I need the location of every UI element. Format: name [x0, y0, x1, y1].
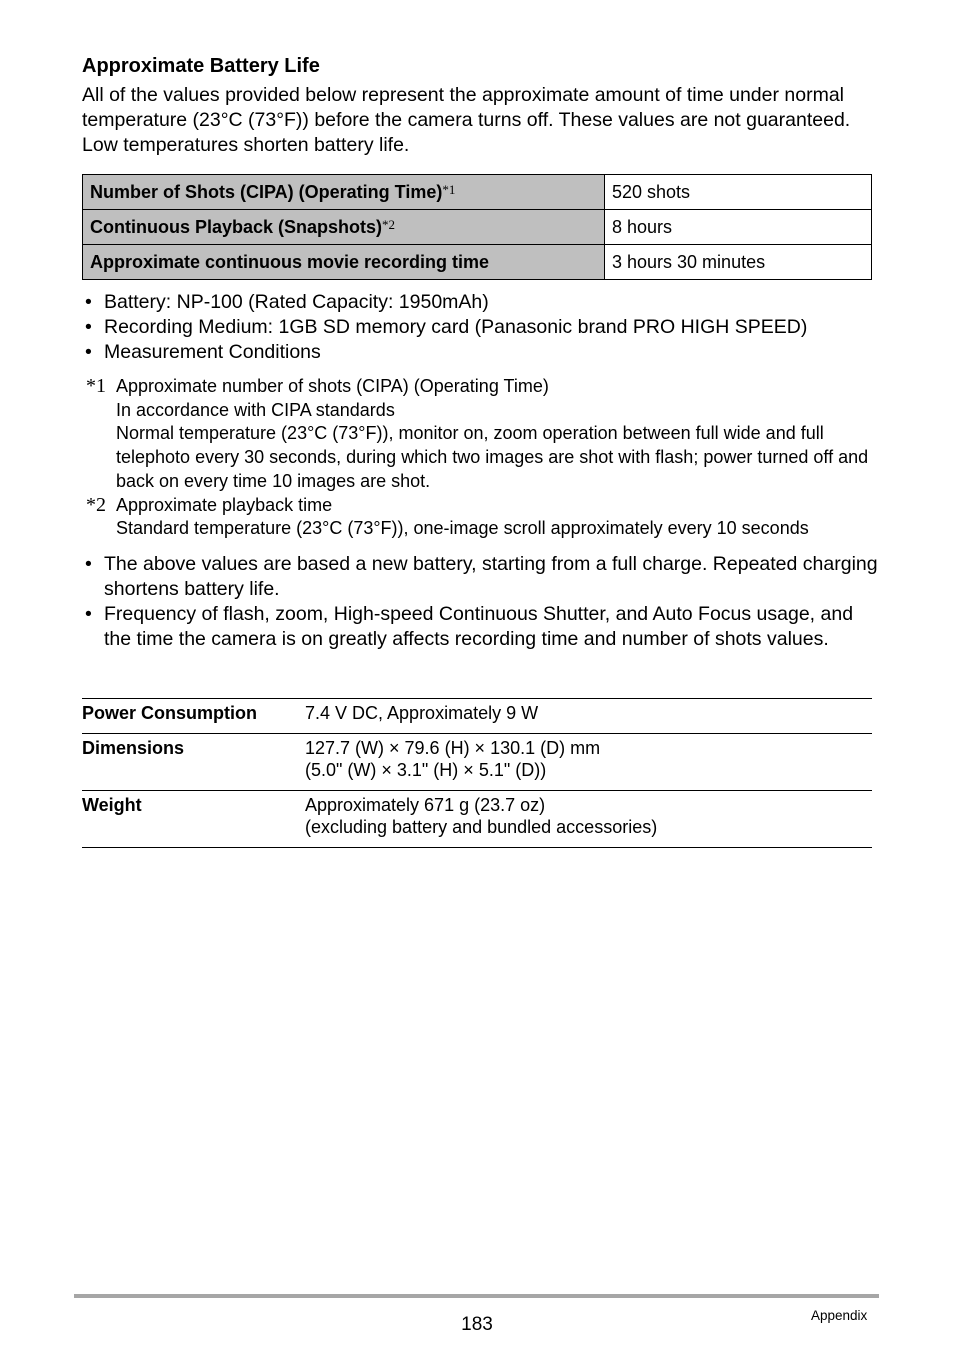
- footnote-title: Approximate number of shots (CIPA) (Operating Time): [116, 376, 549, 396]
- list-item-text: Battery: NP-100 (Rated Capacity: 1950mAh): [104, 291, 489, 313]
- spec-label: Dimensions: [82, 738, 185, 758]
- bullet: •: [85, 341, 92, 363]
- footer-divider: [74, 1294, 879, 1298]
- footnote-mark: *1: [442, 181, 456, 197]
- spec-label: Power Consumption: [82, 703, 257, 723]
- row-label-text: Continuous Playback (Snapshots): [90, 216, 383, 237]
- row-label-text: Number of Shots (CIPA) (Operating Time): [90, 181, 443, 202]
- list-item: [82, 290, 807, 315]
- list-item: [82, 340, 807, 365]
- row-label: [83, 245, 605, 280]
- spec-row: [82, 698, 872, 733]
- spec-value: [305, 794, 872, 838]
- remarks-list: [82, 552, 882, 652]
- list-item: [82, 602, 882, 652]
- list-item-text: The above values are based a new battery, starting from a full charge. Repeated charging shortens battery life.: [104, 553, 878, 600]
- row-label: [83, 210, 605, 245]
- footnotes: [86, 375, 886, 541]
- spec-label: Weight: [82, 795, 142, 815]
- section-label: Appendix: [811, 1308, 868, 1323]
- spec-row: [82, 733, 872, 790]
- footnote-mark: *1: [86, 375, 106, 397]
- list-item-text: Recording Medium: 1GB SD memory card (Panasonic brand PRO HIGH SPEED): [104, 316, 808, 338]
- specifications-table: [82, 698, 872, 848]
- row-value: 8 hours: [605, 210, 872, 245]
- list-item-text: Frequency of flash, zoom, High-speed Continuous Shutter, and Auto Focus usage, and the time the camera is on greatly affects recording time and number of shots values.: [104, 603, 854, 650]
- list-item: [82, 552, 882, 602]
- list-item: [82, 315, 807, 340]
- spec-value-line: 7.4 V DC, Approximately 9 W: [305, 703, 539, 723]
- spec-value-line: 127.7 (W) × 79.6 (H) × 130.1 (D) mm: [305, 738, 601, 758]
- footnote-title: Approximate playback time: [116, 494, 333, 515]
- spec-value: [305, 737, 872, 781]
- intro-paragraph: All of the values provided below represent the approximate amount of time under normal temperature (23°C (73°F)) before the camera turns off. These values are not guaranteed. Low temperatures shorten battery life.: [82, 84, 851, 156]
- row-value: 3 hours 30 minutes: [605, 245, 872, 280]
- row-value: 520 shots: [605, 175, 872, 210]
- table-row: [83, 210, 872, 245]
- footnote: [86, 375, 886, 494]
- spec-value-line: (excluding battery and bundled accessories): [305, 817, 658, 837]
- bullet: •: [85, 603, 92, 625]
- table-row: [83, 245, 872, 280]
- spec-value-line: Approximately 671 g (23.7 oz): [305, 795, 546, 815]
- section-heading: Approximate Battery Life: [82, 55, 320, 77]
- footnote-mark: *2: [382, 216, 396, 232]
- spec-value: [305, 702, 872, 724]
- battery-life-table: [82, 174, 872, 280]
- conditions-list: [82, 290, 807, 365]
- footnote: [86, 494, 886, 541]
- bullet: •: [85, 553, 92, 575]
- footnote-text: In accordance with CIPA standards: [116, 399, 395, 420]
- footnote-mark: *2: [86, 493, 106, 516]
- bullet: •: [85, 316, 92, 338]
- footnote-text: Normal temperature (23°C (73°F)), monitor on, zoom operation between full wide and full telephoto every 30 seconds, during which two images are shot with flash; power turned off and back on every time 10 images are shot.: [116, 423, 869, 491]
- list-item-text: Measurement Conditions: [104, 341, 321, 363]
- spec-row: [82, 790, 872, 848]
- footnote-text: Standard temperature (23°C (73°F)), one-image scroll approximately every 10 seconds: [116, 518, 809, 539]
- row-label-text: Approximate continuous movie recording time: [90, 251, 490, 272]
- spec-value-line: (5.0" (W) × 3.1" (H) × 5.1" (D)): [305, 760, 547, 780]
- bullet: •: [85, 291, 92, 313]
- page-number: 183: [461, 1314, 493, 1335]
- row-label: [83, 175, 605, 210]
- table-row: [83, 175, 872, 210]
